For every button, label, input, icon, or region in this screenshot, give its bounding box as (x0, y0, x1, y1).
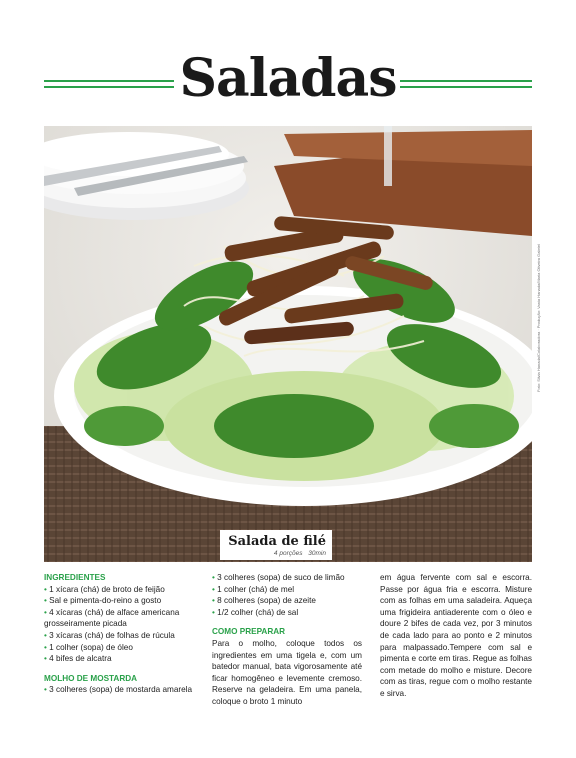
ingredients-heading: INGREDIENTES (44, 573, 106, 582)
recipe-caption (220, 530, 332, 560)
sauce-item: • 1 colher (chá) de mel (212, 584, 295, 594)
method-text-continued: em água fervente com sal e escorra. Passe por água fria e escorra. Misture com as folhas em uma saladeira. Aqueça uma frigideira antiaderente com o óleo e doure 2 bifes de cada vez, por 3 minutos de cada lado para ao ponto e 2 minutos para malpassado.Tempere com sal e pimenta e corte em tiras. Regue as folhas com metade do molho e misture. Decore com as tiras, regue com o molho restante e sirva. (380, 573, 532, 698)
sauce-heading: MOLHO DE MOSTARDA (44, 673, 138, 683)
recipe-meta (220, 550, 326, 557)
ingredient-item: • 4 bifes de alcatra (44, 654, 112, 664)
column-2 (212, 572, 362, 708)
recipe-servings: 4 porções (273, 550, 303, 557)
recipe-time: 30min (308, 550, 326, 557)
ingredient-item: • Sal e pimenta-do-reino a gosto (44, 596, 162, 606)
title-banner (44, 50, 532, 110)
recipe-name: Salada de filé (228, 534, 326, 549)
ingredient-item: • 3 xícaras (chá) de folhas de rúcula (44, 630, 175, 640)
sauce-item: • 3 colheres (sopa) de mostarda amarela (44, 685, 193, 695)
ingredient-item: • 4 xícaras (chá) de alface americana grosseiramente picada (44, 607, 180, 629)
method-heading: COMO PREPARAR (212, 627, 286, 637)
salad-photo (44, 126, 532, 562)
method-text: Para o molho, coloque todos os ingredientes em uma tigela e, com um batedor manual, bata vigorosamente até ficar homogêneo e levemente cremoso. Reserve na geladeira. Em uma panela, coloque o broto 1 minuto (212, 638, 362, 706)
sauce-item: • 8 colheres (sopa) de azeite (212, 596, 316, 606)
column-1 (44, 572, 194, 696)
page-title: Saladas (179, 48, 397, 109)
ingredient-item: • 1 xícara (chá) de broto de feijão (44, 584, 165, 594)
sauce-item: • 1/2 colher (chá) de sal (212, 607, 299, 617)
sauce-item: • 3 colheres (sopa) de suco de limão (212, 573, 345, 582)
ingredient-item: • 1 colher (sopa) de óleo (44, 642, 133, 652)
photo-credit: Foto: Silvia Hanada/Colaboradora · Produção: Vania Hanada/Maria Oliveira Gabriel (536, 243, 541, 392)
column-3 (380, 572, 532, 700)
